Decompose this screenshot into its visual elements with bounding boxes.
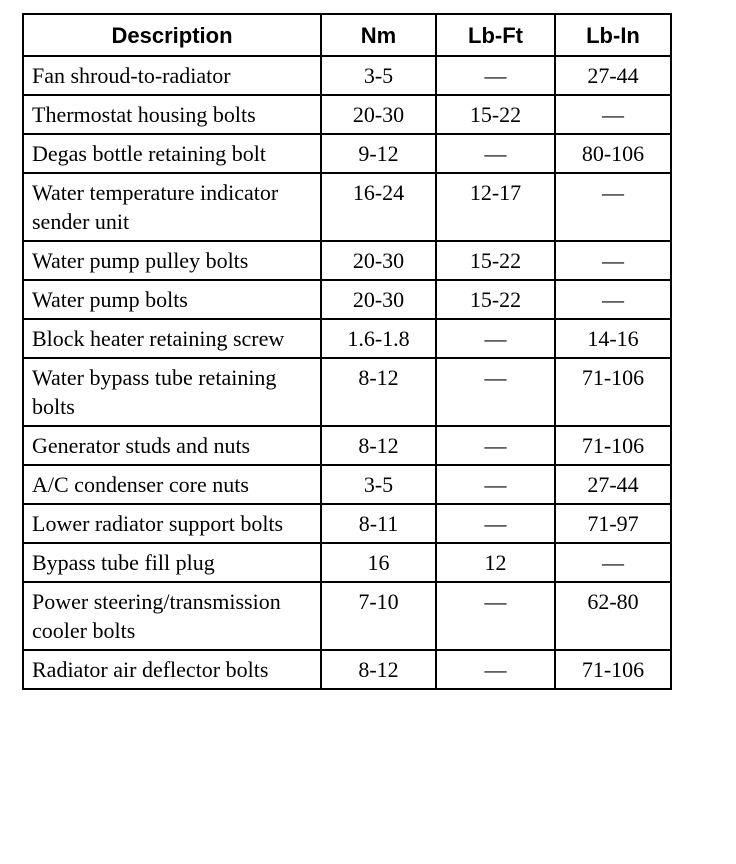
description-cell: Lower radiator support bolts <box>23 504 321 543</box>
table-row <box>23 134 671 173</box>
lbft-cell: — <box>436 134 555 173</box>
header-lbft: Lb-Ft <box>436 14 555 56</box>
header-description: Description <box>23 14 321 56</box>
description-cell: Bypass tube fill plug <box>23 543 321 582</box>
table-row <box>23 543 671 582</box>
table-row <box>23 241 671 280</box>
table-row <box>23 504 671 543</box>
lbin-cell: 80-106 <box>555 134 671 173</box>
lbin-cell: — <box>555 95 671 134</box>
lbin-cell: 27-44 <box>555 56 671 95</box>
nm-cell: 1.6-1.8 <box>321 319 436 358</box>
description-cell: Water pump pulley bolts <box>23 241 321 280</box>
description-cell: Generator studs and nuts <box>23 426 321 465</box>
nm-cell: 3-5 <box>321 56 436 95</box>
header-lbin: Lb-In <box>555 14 671 56</box>
nm-cell: 20-30 <box>321 280 436 319</box>
lbft-cell: 15-22 <box>436 241 555 280</box>
nm-cell: 7-10 <box>321 582 436 650</box>
lbft-cell: 12-17 <box>436 173 555 241</box>
header-row <box>23 14 671 56</box>
lbft-cell: — <box>436 319 555 358</box>
description-cell: Water temperature indicator sender unit <box>23 173 321 241</box>
nm-cell: 8-12 <box>321 426 436 465</box>
description-cell: Thermostat housing bolts <box>23 95 321 134</box>
table-row <box>23 173 671 241</box>
lbin-cell: 71-106 <box>555 650 671 689</box>
description-cell: Power steering/transmission cooler bolts <box>23 582 321 650</box>
description-cell: A/C condenser core nuts <box>23 465 321 504</box>
torque-spec-table <box>22 13 672 690</box>
description-cell: Radiator air deflector bolts <box>23 650 321 689</box>
lbin-cell: 71-97 <box>555 504 671 543</box>
lbin-cell: 14-16 <box>555 319 671 358</box>
description-cell: Degas bottle retaining bolt <box>23 134 321 173</box>
lbin-cell: 71-106 <box>555 426 671 465</box>
header-nm: Nm <box>321 14 436 56</box>
lbin-cell: 62-80 <box>555 582 671 650</box>
nm-cell: 8-12 <box>321 650 436 689</box>
description-cell: Water pump bolts <box>23 280 321 319</box>
lbft-cell: 15-22 <box>436 95 555 134</box>
table-row <box>23 426 671 465</box>
lbft-cell: — <box>436 582 555 650</box>
nm-cell: 16-24 <box>321 173 436 241</box>
table-row <box>23 319 671 358</box>
lbin-cell: 71-106 <box>555 358 671 426</box>
lbft-cell: — <box>436 650 555 689</box>
lbft-cell: 12 <box>436 543 555 582</box>
lbft-cell: 15-22 <box>436 280 555 319</box>
table-row <box>23 95 671 134</box>
table-row <box>23 280 671 319</box>
description-cell: Water bypass tube retaining bolts <box>23 358 321 426</box>
lbft-cell: — <box>436 56 555 95</box>
lbft-cell: — <box>436 465 555 504</box>
nm-cell: 3-5 <box>321 465 436 504</box>
nm-cell: 20-30 <box>321 241 436 280</box>
nm-cell: 8-12 <box>321 358 436 426</box>
lbft-cell: — <box>436 504 555 543</box>
lbin-cell: — <box>555 280 671 319</box>
nm-cell: 8-11 <box>321 504 436 543</box>
table-row <box>23 582 671 650</box>
nm-cell: 9-12 <box>321 134 436 173</box>
lbft-cell: — <box>436 358 555 426</box>
lbin-cell: 27-44 <box>555 465 671 504</box>
nm-cell: 20-30 <box>321 95 436 134</box>
table-row <box>23 56 671 95</box>
nm-cell: 16 <box>321 543 436 582</box>
lbin-cell: — <box>555 543 671 582</box>
description-cell: Fan shroud-to-radiator <box>23 56 321 95</box>
table-row <box>23 650 671 689</box>
lbin-cell: — <box>555 241 671 280</box>
lbin-cell: — <box>555 173 671 241</box>
description-cell: Block heater retaining screw <box>23 319 321 358</box>
table-row <box>23 358 671 426</box>
lbft-cell: — <box>436 426 555 465</box>
table-row <box>23 465 671 504</box>
